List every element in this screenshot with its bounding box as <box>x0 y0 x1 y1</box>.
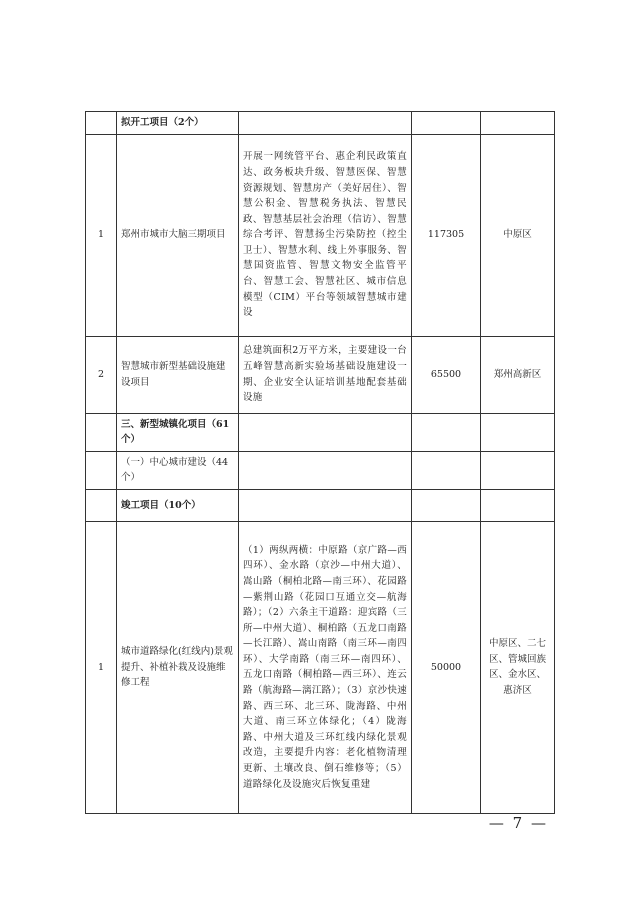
project-table <box>85 111 555 814</box>
empty-cell <box>481 413 555 451</box>
page-number: — 7 — <box>488 814 548 832</box>
empty-cell <box>481 112 555 135</box>
empty-cell <box>239 112 412 135</box>
project-content: （1）两纵两横：中原路（京广路—西四环）、金水路（京沙—中州大道）、嵩山路（桐柏北路—南三环）、花园路—紫荆山路（花园口互通立交—航海路）；（2）六条主干道路：迎宾路（三所—中州大道）、桐柏路（五龙口南路—长江路）、嵩山南路（南三环—南四环）、大学南路（南三环—南四环）、五龙口南路（桐柏路—西三环）、连云路（航海路—漓江路）；（3）京沙快速路、西三环、北三环、陇海路、中州大道、南三环立体绿化；（4）陇海路、中州大道及三环红线内绿化景观改造，主要提升内容：老化植物清理更新、土壤改良、倒石维修等；（5）道路绿化及设施灾后恢复重建 <box>239 521 412 813</box>
project-location: 郑州高新区 <box>481 336 555 413</box>
section-row-completed <box>86 489 555 521</box>
project-investment: 50000 <box>412 521 481 813</box>
row-number: 1 <box>86 134 117 336</box>
empty-cell <box>239 451 412 489</box>
section-label-central-city: （一）中心城市建设（44个） <box>117 451 239 489</box>
project-content: 总建筑面积2万平方米，主要建设一台五峰智慧高新实验场基础设施建设一期、企业安全认证培训基地配套基础设施 <box>239 336 412 413</box>
project-name: 智慧城市新型基础设施建设项目 <box>117 336 239 413</box>
section-row-new-urbanization <box>86 413 555 451</box>
project-investment: 65500 <box>412 336 481 413</box>
empty-cell <box>239 413 412 451</box>
empty-cell <box>86 489 117 521</box>
section-row-planned-start <box>86 112 555 135</box>
empty-cell <box>86 451 117 489</box>
empty-cell <box>481 451 555 489</box>
table-row <box>86 134 555 336</box>
project-content: 开展一网统管平台、惠企利民政策直达、政务板块升级、智慧医保、智慧资源规划、智慧房产（美好居住）、智慧公积金、智慧税务执法、智慧民政、智慧基层社会治理（信访）、智慧综合考评、智慧扬尘污染防控（控尘卫士）、智慧水利、线上外事服务、智慧国资监管、智慧文物安全监管平台、智慧工会、智慧社区、城市信息模型（CIM）平台等领域智慧城市建设 <box>239 134 412 336</box>
table-row <box>86 336 555 413</box>
section-label-completed: 竣工项目（10个） <box>117 489 239 521</box>
project-location: 中原区 <box>481 134 555 336</box>
section-label-new-urbanization: 三、新型城镇化项目（61个） <box>117 413 239 451</box>
table-row <box>86 521 555 813</box>
row-number: 2 <box>86 336 117 413</box>
empty-cell <box>412 451 481 489</box>
empty-cell <box>86 413 117 451</box>
empty-cell <box>239 489 412 521</box>
empty-cell <box>412 413 481 451</box>
project-name: 郑州市城市大脑三期项目 <box>117 134 239 336</box>
section-row-central-city <box>86 451 555 489</box>
project-location: 中原区、二七区、管城回族区、金水区、惠济区 <box>481 521 555 813</box>
project-investment: 117305 <box>412 134 481 336</box>
project-name: 城市道路绿化(红线内)景观提升、补植补栽及设施维修工程 <box>117 521 239 813</box>
empty-cell <box>481 489 555 521</box>
section-label-planned-start: 拟开工项目（2个） <box>117 112 239 135</box>
row-number: 1 <box>86 521 117 813</box>
empty-cell <box>412 489 481 521</box>
empty-cell <box>412 112 481 135</box>
empty-cell <box>86 112 117 135</box>
